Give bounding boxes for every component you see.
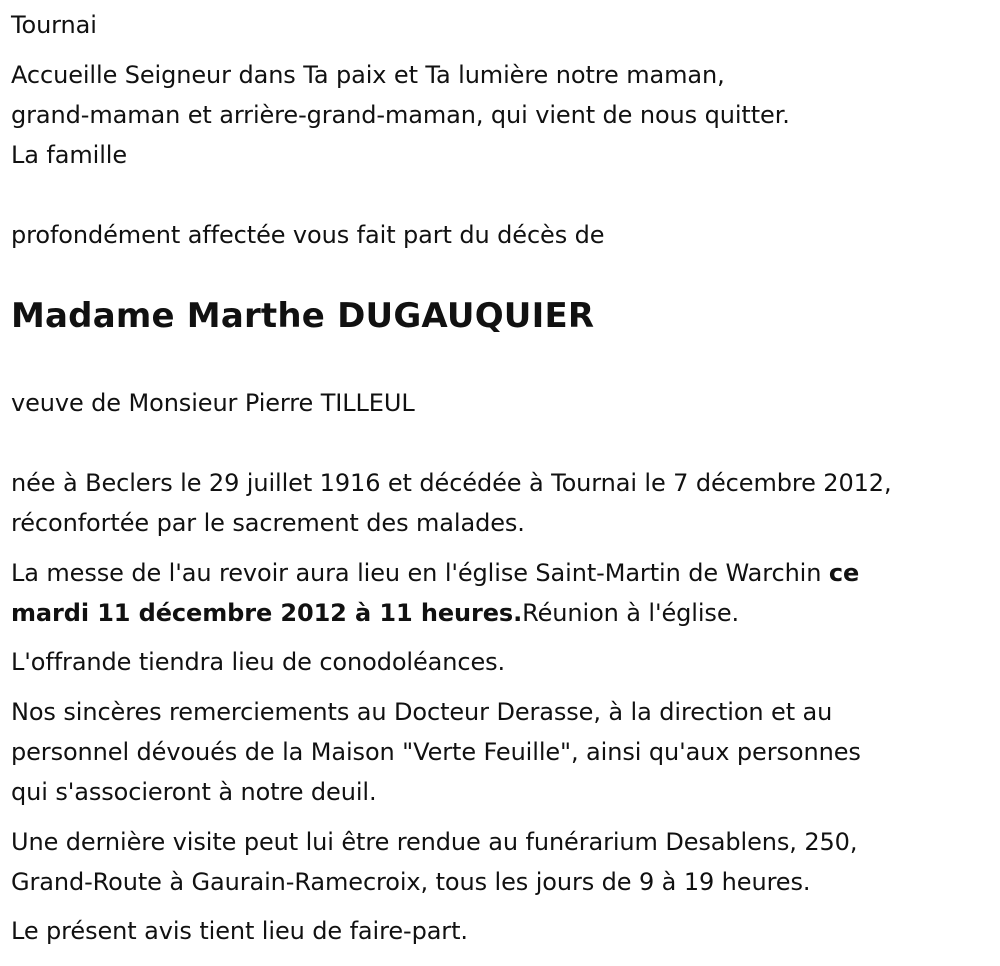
closing-line: Le présent avis tient lieu de faire-part. <box>11 917 468 945</box>
birth-death-line-2: réconfortée par le sacrement des malades. <box>11 509 525 537</box>
deceased-name: Madame Marthe DUGAUQUIER <box>11 296 595 336</box>
mass-meeting: Réunion à l'église. <box>522 599 740 627</box>
thanks-line-2: personnel dévoués de la Maison "Verte Feuille", ainsi qu'aux personnes <box>11 738 861 766</box>
announcement: profondément affectée vous fait part du décès de <box>11 221 605 249</box>
offering-line: L'offrande tiendra lieu de conodoléances. <box>11 648 506 676</box>
mass-day-start: ce <box>828 559 860 587</box>
mass-line-1 <box>11 553 859 593</box>
family-label: La famille <box>11 141 128 169</box>
visit-line-2: Grand-Route à Gaurain-Ramecroix, tous les jours de 9 à 19 heures. <box>11 868 811 896</box>
city: Tournai <box>11 11 97 39</box>
mass-line-2 <box>11 593 739 633</box>
thanks-line-3: qui s'associeront à notre deuil. <box>11 778 377 806</box>
prayer-line-2: grand-maman et arrière-grand-maman, qui vient de nous quitter. <box>11 101 790 129</box>
visit-line-1: Une dernière visite peut lui être rendue au funérarium Desablens, 250, <box>11 828 858 856</box>
mass-intro: La messe de l'au revoir aura lieu en l'église Saint-Martin de Warchin <box>11 559 829 587</box>
mass-date: mardi 11 décembre 2012 à 11 heures. <box>11 599 523 627</box>
birth-death-line-1: née à Beclers le 29 juillet 1916 et décédée à Tournai le 7 décembre 2012, <box>11 469 892 497</box>
thanks-line-1: Nos sincères remerciements au Docteur Derasse, à la direction et au <box>11 698 833 726</box>
spouse-line: veuve de Monsieur Pierre TILLEUL <box>11 389 415 417</box>
prayer-line-1: Accueille Seigneur dans Ta paix et Ta lumière notre maman, <box>11 61 725 89</box>
